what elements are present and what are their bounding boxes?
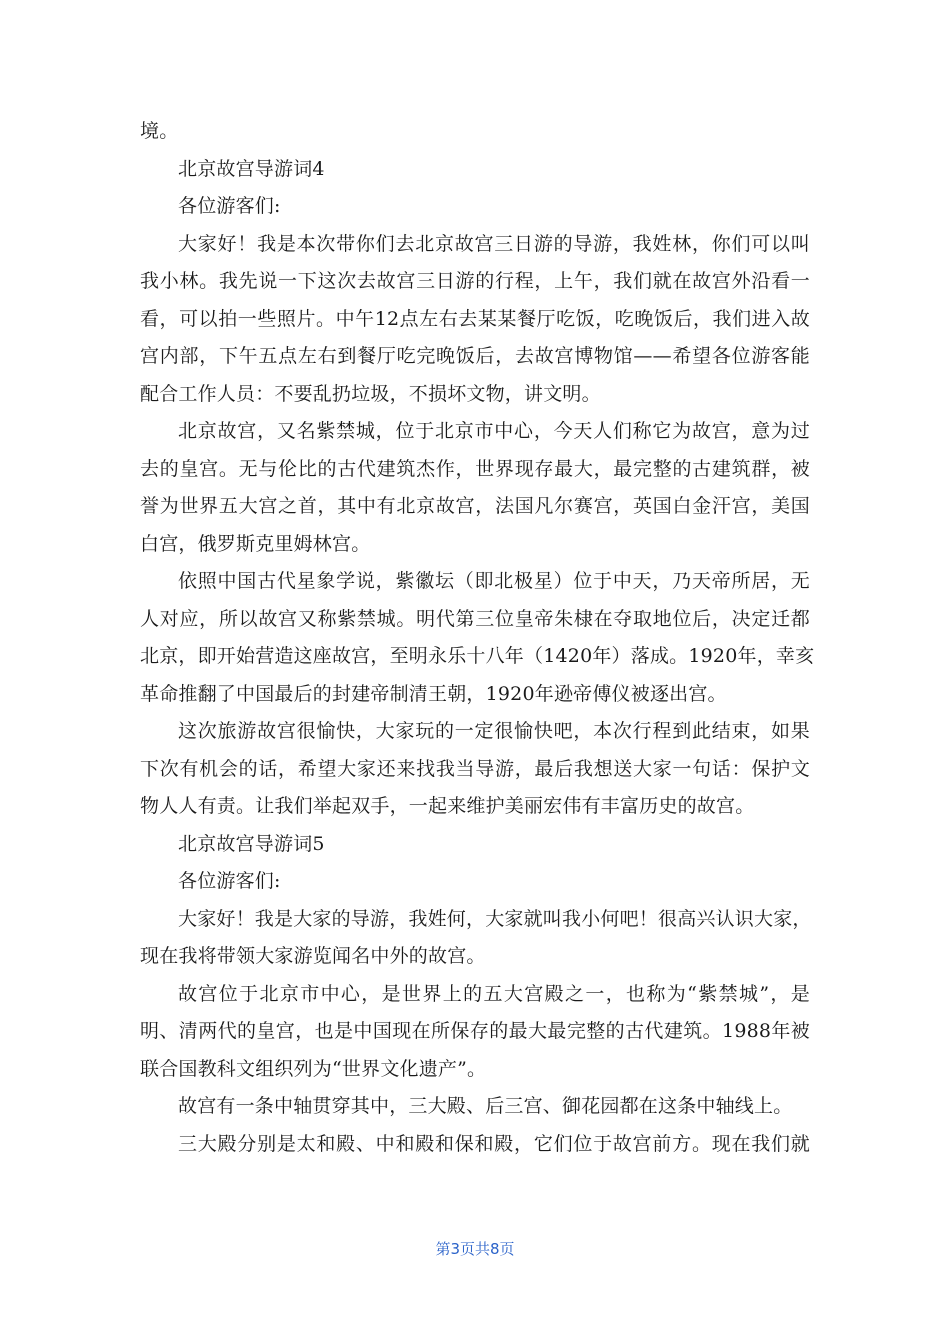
text-line: 依照中国古代星象学说，紫徽坛（即北极星）位于中天，乃天帝所居，无	[178, 570, 810, 592]
text-line: 各位游客们:	[178, 870, 281, 892]
text-line: 北京故宫导游词4	[178, 157, 325, 180]
text-line: 誉为世界五大宫之首，其中有北京故宫，法国凡尔赛宫，英国白金汗宫，美国	[140, 495, 810, 517]
text-line: 故宫有一条中轴贯穿其中，三大殿、后三宫、御花园都在这条中轴线上。	[178, 1095, 793, 1117]
text-line: 北京故宫，又名紫禁城，位于北京市中心，今天人们称它为故宫，意为过	[178, 420, 810, 442]
text-line: 人对应，所以故宫又称紫禁城。明代第三位皇帝朱棣在夺取地位后，决定迁都	[140, 607, 810, 630]
text-line: 大家好！我是本次带你们去北京故宫三日游的导游，我姓林，你们可以叫	[178, 232, 810, 255]
text-line: 配合工作人员：不要乱扔垃圾，不损坏文物，讲文明。	[140, 382, 601, 405]
text-line: 这次旅游故宫很愉快，大家玩的一定很愉快吧，本次行程到此结束，如果	[178, 720, 810, 742]
text-line: 北京，即开始营造这座故宫，至明永乐十八年（1420年）落成。1920年，幸亥	[140, 645, 815, 667]
text-line: 下次有机会的话，希望大家还来找我当导游，最后我想送大家一句话：保护文	[140, 757, 810, 780]
text-line: 各位游客们:	[178, 195, 281, 217]
text-line: 大家好！我是大家的导游，我姓何，大家就叫我小何吧！很高兴认识大家，	[178, 907, 812, 930]
text-line: 看，可以拍一些照片。中午12点左右去某某餐厅吃饭，吃晚饭后，我们进入故	[140, 307, 810, 330]
text-line: 物人人有责。让我们举起双手，一起来维护美丽宏伟有丰富历史的故宫。	[140, 795, 755, 817]
document-body	[140, 113, 815, 1163]
text-line: 三大殿分别是太和殿、中和殿和保和殿，它们位于故宫前方。现在我们就	[178, 1132, 810, 1155]
text-line: 故宫位于北京市中心，是世界上的五大宫殿之一，也称为“紫禁城”，是	[178, 982, 810, 1005]
text-line: 宫内部，下午五点左右到餐厅吃完晚饭后，去故宫博物馆——希望各位游客能	[140, 345, 810, 367]
text-line: 明、清两代的皇宫，也是中国现在所保存的最大最完整的古代建筑。1988年被	[140, 1020, 810, 1042]
text-line: 革命推翻了中国最后的封建帝制清王朝，1920年逊帝傅仪被逐出宫。	[140, 682, 727, 705]
text-line: 去的皇宫。无与伦比的古代建筑杰作，世界现存最大，最完整的古建筑群，被	[140, 457, 810, 480]
text-line: 境。	[140, 120, 179, 142]
text-line: 现在我将带领大家游览闻名中外的故宫。	[140, 945, 486, 967]
text-line: 我小林。我先说一下这次去故宫三日游的行程，上午，我们就在故宫外沿看一	[140, 270, 810, 292]
page-number-footer: 第3页共8页	[435, 1240, 515, 1258]
text-line: 北京故宫导游词5	[178, 832, 325, 855]
text-line: 白宫，俄罗斯克里姆林宫。	[140, 532, 371, 555]
text-line: 联合国教科文组织列为“世界文化遗产”。	[140, 1057, 487, 1080]
